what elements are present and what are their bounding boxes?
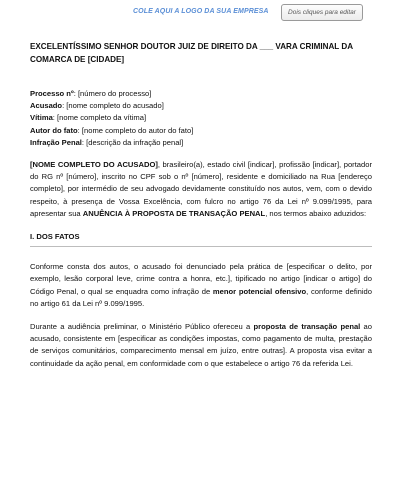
field-value: : [número do processo] — [73, 89, 152, 98]
field-value: : [nome completo da vítima] — [52, 113, 147, 123]
field-accused — [30, 100, 372, 112]
field-value: : [nome completo do autor do fato] — [77, 125, 194, 135]
paragraph-text: Durante a audiência preliminar, o Ministério Público ofereceu a — [30, 322, 254, 332]
field-label: Processo nº — [30, 89, 74, 98]
case-fields — [30, 88, 372, 149]
logo-placeholder[interactable]: COLE AQUI A LOGO DA SUA EMPRESA — [133, 8, 269, 15]
paragraph-text-end: , conforme definido no artigo 61 da Lei nº 9.099/1995. — [30, 286, 372, 308]
facts-paragraph-1 — [30, 261, 372, 310]
intro-text: , brasileiro(a), estado civil [indicar], profissão [indicar], portador do RG nº [número], inscrito no CPF sob o nº [número], residente e domiciliado na Rua [endereço completo], por intermédio de seu advogado devidamente constituído nos autos, vem, com o devido respeito, à presença de Vossa Excelência, com fulcro no artigo 76 da Lei nº 9.099/1995, para apresentar sua — [30, 160, 373, 218]
accused-name: [NOME COMPLETO DO ACUSADO] — [30, 160, 158, 170]
document-body — [30, 40, 372, 381]
paragraph-text-end: ao acusado, consistente em [especificar as condições impostas, como pagamento de multa, prestação de serviços comunitários, comparecimento mensal em juízo, entre outras]. A proposta visa evitar a continuidade da ação penal, em conformidade com o que estabelece o artigo 76 da referida Lei. — [30, 322, 372, 368]
field-label: Infração Penal — [30, 137, 82, 147]
field-label: Vítima — [30, 113, 53, 123]
field-offense — [30, 137, 372, 149]
section-title-facts: I. DOS FATOS — [30, 232, 80, 242]
field-value: : [nome completo do acusado] — [62, 101, 164, 111]
field-label: Autor do fato — [30, 125, 78, 135]
section-divider — [30, 246, 372, 247]
paragraph-emphasis: menor potencial ofensivo — [212, 286, 307, 296]
intro-text-end: , nos termos abaixo aduzidos: — [265, 208, 367, 218]
facts-paragraph-2 — [30, 321, 372, 370]
paragraph-text: Conforme consta dos autos, o acusado foi denunciado pela prática de [especificar o delito, por exemplo, lesão corporal leve, crime contra a honra, etc.], tipificado no artigo [indicar o artigo] do Código Penal, o qual se enquadra como infração de — [30, 262, 372, 296]
document-toolbar — [0, 0, 400, 24]
field-author — [30, 125, 372, 137]
court-address-heading: EXCELENTÍSSIMO SENHOR DOUTOR JUIZ DE DIREITO DA ___ VARA CRIMINAL DA COMARCA DE [CIDADE] — [30, 42, 353, 64]
paragraph-emphasis: proposta de transação penal — [253, 322, 361, 332]
field-value: : [descrição da infração penal] — [81, 137, 184, 147]
field-case-number — [30, 88, 372, 100]
field-label: Acusado — [30, 101, 63, 111]
petition-title: ANUÊNCIA À PROPOSTA DE TRANSAÇÃO PENAL — [82, 208, 266, 218]
edit-button[interactable]: Dois cliques para editar — [281, 4, 363, 21]
field-victim — [30, 112, 372, 124]
intro-paragraph — [30, 159, 372, 220]
